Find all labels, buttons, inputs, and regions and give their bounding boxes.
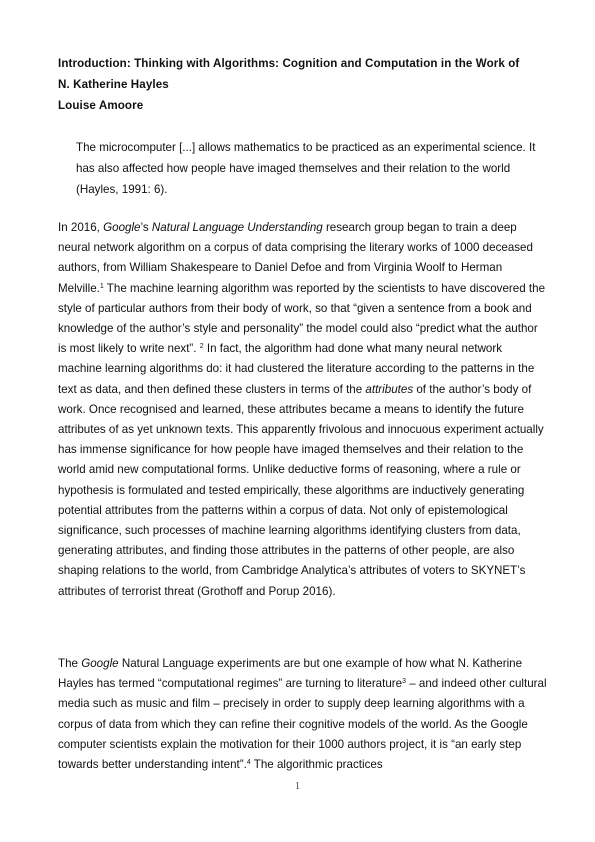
italic-google: Google — [103, 221, 141, 234]
text-run: of the author’s body of work. Once recognised and learned, these attributes became a means to identify the future attributes of as yet unknown texts. This apparently frivolous and innocuous experiment actually has immense significance for how people have imaged themselves and their relation to the world amid new computational forms. Unlike deductive forms of reasoning, where a rule or hypothesis is formulated and tested empirically, these algorithms are inductively generating potential attributes from the patterns within a corpus of data. Not only of epistemological significance, such processes of machine learning algorithms identifying clusters from data, generating attributes, and finding those attributes in the patterns of other people, are also shaping relations to the world, from Cambridge Analytica’s attributes of voters to SKYNET’s attributes of terrorist threat (Grothoff and Porup 2016). — [58, 382, 544, 598]
article-title-line-1: Introduction: Thinking with Algorithms: Cognition and Computation in the Work of — [58, 57, 520, 70]
italic-nlu: Natural Language Understanding — [151, 221, 323, 234]
author-name: Louise Amoore — [58, 99, 144, 112]
text-run: The algorithmic practices — [250, 758, 383, 772]
article-title-line-2: N. Katherine Hayles — [58, 78, 169, 91]
italic-google: Google — [81, 657, 119, 670]
text-run: ’s — [140, 221, 152, 234]
text-run: The machine learning algorithm was reported by the scientists to have discovered the style of particular authors from their body of work, so that “given a sentence from a book and knowledge of the author’s style and personality” the model could also “predict what the author is most likely to write next”. — [58, 281, 546, 356]
body-paragraph-2 — [58, 654, 548, 775]
text-run: The — [58, 657, 82, 670]
italic-attributes: attributes — [365, 382, 414, 396]
body-paragraph-1 — [58, 218, 548, 602]
text-run: In fact, the algorithm had done what many neural network machine learning algorithms do: it had clustered the literature according to the patterns in the text as data, and then defined these clusters in terms of the — [58, 342, 535, 396]
text-run: research group began to train a deep neural network algorithm on a corpus of data comprising the literary works of 1000 deceased authors, from William Shakespeare to Daniel Defoe and from Virginia Woolf to Herman Melville. — [58, 221, 533, 295]
epigraph-quote: The microcomputer [...] allows mathematics to be practiced as an experimental science. It has also affected how people have imaged themselves and their relation to the world (Hayles, 1991: 6). — [76, 141, 536, 196]
page-number: 1 — [295, 781, 300, 792]
article-heading — [58, 53, 548, 116]
footnote-ref-1[interactable]: 1 — [99, 282, 104, 290]
text-run: Natural Language experiments are but one example of how what N. Katherine Hayles has termed “computational regimes” are turning to literature — [58, 657, 523, 691]
footnote-ref-2[interactable]: 2 — [199, 343, 204, 351]
text-run: In 2016, — [58, 221, 104, 234]
footnote-ref-3[interactable]: 3 — [402, 678, 407, 686]
text-run: – and indeed other cultural media such as music and film – precisely in order to supply deep learning algorithms with a corpus of data from which they can refine their cognitive models of the world. As the Google computer scientists explain the motivation for their 1000 authors project, it is “an early step towards better understanding intent”. — [58, 677, 547, 772]
footnote-ref-4[interactable]: 4 — [246, 759, 251, 767]
